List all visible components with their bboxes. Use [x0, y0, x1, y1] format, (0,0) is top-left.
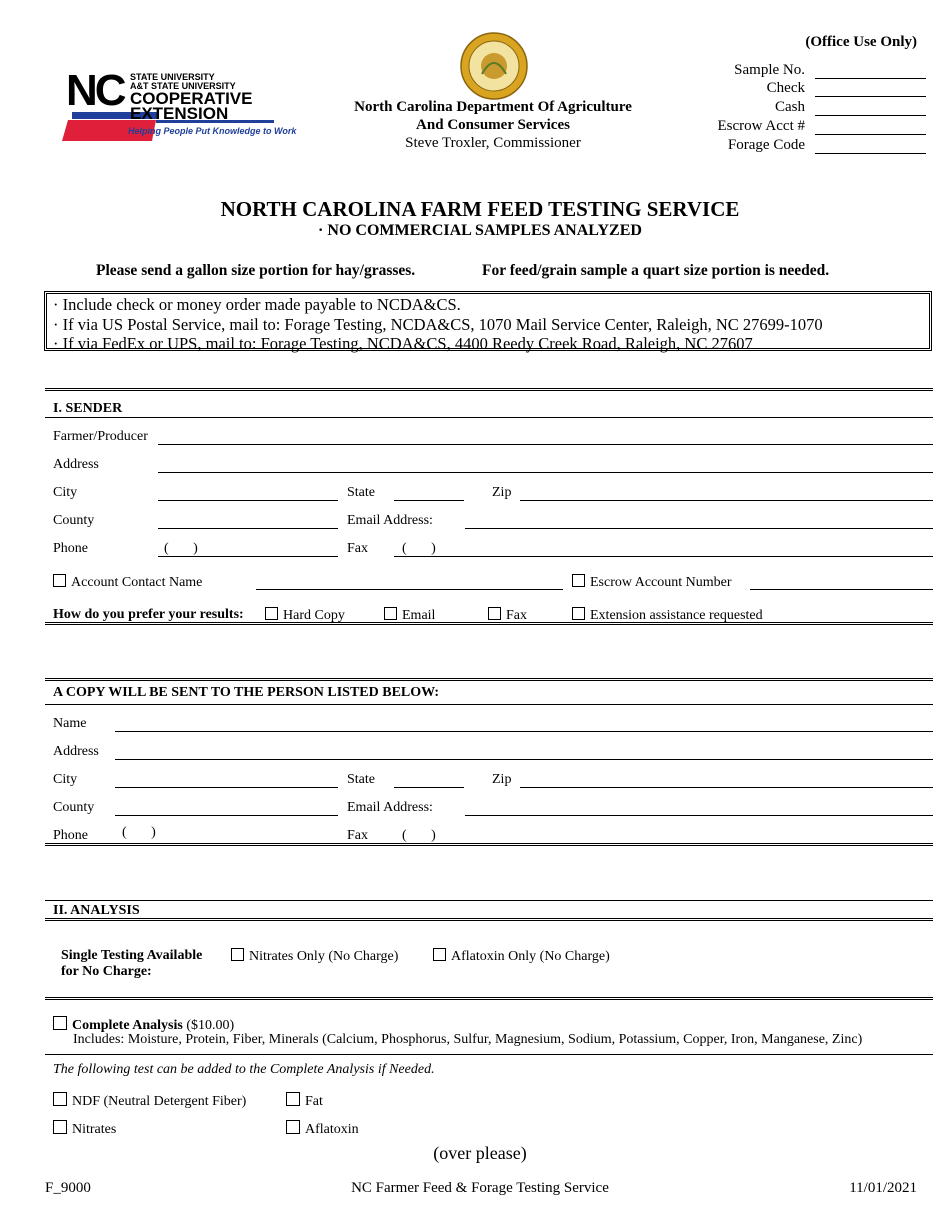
single-testing-label-1: Single Testing Available — [61, 948, 203, 963]
copy-top-rule — [45, 678, 933, 681]
cooperative-extension-logo — [60, 66, 297, 144]
sender-address-field[interactable] — [158, 472, 933, 473]
copy-zip-field[interactable] — [520, 787, 933, 788]
extension-label: Extension assistance requested — [590, 608, 763, 623]
over-please: (over please) — [433, 1143, 527, 1163]
farmer-field[interactable] — [158, 444, 933, 445]
sender-phone-field[interactable] — [158, 556, 338, 557]
ndf-option — [53, 1092, 246, 1110]
instruction-fedex: · If via FedEx or UPS, mail to: Forage Testing, NCDA&CS, 4400 Reedy Creek Road, Raleigh, NC 27607 — [53, 334, 753, 353]
hard-copy-checkbox[interactable] — [265, 607, 278, 620]
escrow-checkbox[interactable] — [572, 574, 585, 587]
logo-line4: EXTENSION — [130, 104, 229, 123]
office-use-escrow-field[interactable] — [815, 134, 926, 135]
nitrates-option — [53, 1120, 116, 1138]
sender-email-field[interactable] — [465, 528, 933, 529]
single-testing-bottom-rule — [45, 997, 933, 1000]
nitrates-label: Nitrates — [72, 1122, 117, 1137]
addon-note: The following test can be added to the Complete Analysis if Needed. — [53, 1062, 435, 1077]
dept-line2: And Consumer Services — [416, 117, 570, 133]
account-contact-field[interactable] — [256, 589, 563, 590]
instruction-check: · Include check or money order made payable to NCDA&CS. — [53, 295, 461, 314]
fax-checkbox[interactable] — [488, 607, 501, 620]
copy-email-label: Email Address: — [347, 800, 433, 815]
fat-checkbox[interactable] — [286, 1092, 300, 1106]
account-contact-row — [53, 574, 202, 591]
copy-heading: A COPY WILL BE SENT TO THE PERSON LISTED BELOW: — [53, 685, 440, 700]
copy-bottom-rule — [45, 843, 933, 846]
sender-fax-paren: ( ) — [402, 541, 436, 556]
sender-county-field[interactable] — [158, 528, 338, 529]
office-use-forage-code: Forage Code — [727, 137, 805, 153]
nitrates-only-checkbox[interactable] — [231, 948, 244, 961]
sender-fax-label: Fax — [347, 541, 368, 556]
office-use-sample-no: Sample No. — [734, 62, 805, 78]
copy-address-label: Address — [53, 744, 99, 759]
ndf-label: NDF (Neutral Detergent Fiber) — [72, 1094, 247, 1109]
complete-analysis-price: ($10.00) — [186, 1018, 235, 1033]
page-title: NORTH CAROLINA FARM FEED TESTING SERVICE — [220, 197, 740, 221]
sender-phone-label: Phone — [53, 541, 88, 556]
aflatoxin-only-label: Aflatoxin Only (No Charge) — [451, 949, 610, 964]
copy-city-label: City — [53, 772, 78, 787]
footer-title: NC Farmer Feed & Forage Testing Service — [351, 1180, 609, 1196]
aflatoxin-only-checkbox[interactable] — [433, 948, 446, 961]
sender-bottom-rule — [45, 622, 933, 625]
office-use-cash: Cash — [775, 99, 805, 115]
farmer-label: Farmer/Producer — [53, 429, 148, 444]
nitrates-only-label: Nitrates Only (No Charge) — [249, 949, 399, 964]
sender-state-label: State — [347, 485, 375, 500]
commissioner: Steve Troxler, Commissioner — [405, 135, 581, 151]
escrow-field[interactable] — [750, 589, 933, 590]
email-checkbox[interactable] — [384, 607, 397, 620]
notice-hay: Please send a gallon size portion for hay/grasses. — [96, 262, 416, 279]
sender-heading-underline — [45, 417, 933, 418]
logo-mark: NC — [66, 66, 124, 115]
sender-zip-label: Zip — [492, 485, 512, 500]
instructions-box — [44, 291, 932, 351]
hard-copy-label: Hard Copy — [283, 608, 345, 623]
sender-state-field[interactable] — [394, 500, 464, 501]
sender-fax-field[interactable] — [394, 556, 933, 557]
office-use-escrow: Escrow Acct # — [717, 118, 805, 134]
ndf-checkbox[interactable] — [53, 1092, 67, 1106]
copy-name-field[interactable] — [115, 731, 933, 732]
aflatoxin-only-option — [433, 948, 610, 965]
instruction-usps: · If via US Postal Service, mail to: Forage Testing, NCDA&CS, 1070 Mail Service Center, Raleigh, NC 27699-1070 — [53, 314, 823, 334]
sender-phone-paren: ( ) — [164, 541, 198, 556]
logo-line1: STATE UNIVERSITY — [130, 72, 215, 82]
aflatoxin-option — [286, 1120, 359, 1138]
analysis-heading: II. ANALYSIS — [53, 903, 140, 918]
copy-email-field[interactable] — [465, 815, 933, 816]
copy-fax-paren: ( ) — [402, 828, 436, 843]
sender-city-label: City — [53, 485, 78, 500]
copy-address-field[interactable] — [115, 759, 933, 760]
sender-city-field[interactable] — [158, 500, 338, 501]
single-testing-label-2: for No Charge: — [61, 964, 152, 979]
copy-heading-underline — [45, 704, 933, 705]
fat-option — [286, 1092, 323, 1110]
logo-line3: COOPERATIVE — [130, 89, 253, 108]
copy-county-label: County — [53, 800, 95, 815]
footer-date: 11/01/2021 — [849, 1180, 917, 1196]
prefer-results-label: How do you prefer your results: — [53, 607, 244, 622]
dept-line1: North Carolina Department Of Agriculture — [354, 99, 632, 115]
notice-feed: For feed/grain sample a quart size portion is needed. — [482, 262, 830, 279]
analysis-top-rule — [45, 900, 933, 901]
nitrates-checkbox[interactable] — [53, 1120, 67, 1134]
complete-analysis-label: Complete Analysis — [72, 1018, 183, 1033]
ncda-seal-icon — [460, 32, 528, 100]
copy-state-field[interactable] — [394, 787, 464, 788]
office-use-cash-field[interactable] — [815, 115, 926, 116]
escrow-row — [572, 574, 732, 591]
copy-state-label: State — [347, 772, 375, 787]
page-subtitle: · NO COMMERCIAL SAMPLES ANALYZED — [318, 222, 642, 239]
fat-label: Fat — [305, 1094, 323, 1109]
copy-phone-paren: ( ) — [122, 825, 156, 840]
copy-fax-label: Fax — [347, 828, 368, 843]
aflatoxin-checkbox[interactable] — [286, 1120, 300, 1134]
office-use-sample-no-field[interactable] — [815, 78, 926, 79]
sender-top-rule — [45, 388, 933, 391]
account-contact-label: Account Contact Name — [71, 575, 203, 590]
complete-analysis-checkbox[interactable] — [53, 1016, 67, 1030]
sender-zip-field[interactable] — [520, 500, 933, 501]
extension-checkbox[interactable] — [572, 607, 585, 620]
copy-name-label: Name — [53, 716, 87, 731]
form-id: F_9000 — [45, 1180, 91, 1196]
copy-city-field[interactable] — [115, 787, 338, 788]
escrow-label: Escrow Account Number — [590, 575, 732, 590]
email-label: Email — [402, 608, 436, 623]
copy-zip-label: Zip — [492, 772, 512, 787]
complete-analysis-includes: Includes: Moisture, Protein, Fiber, Minerals (Calcium, Phosphorus, Sulfur, Magnesium, Sodium, Potassium, Copper, Iron, Manganese, Zinc) — [73, 1032, 863, 1047]
account-contact-checkbox[interactable] — [53, 574, 66, 587]
copy-phone-label: Phone — [53, 828, 88, 843]
nitrates-only-option — [231, 948, 398, 965]
office-use-title: (Office Use Only) — [805, 34, 917, 50]
logo-line2: A&T STATE UNIVERSITY — [130, 81, 236, 91]
sender-county-label: County — [53, 513, 95, 528]
fax-label: Fax — [506, 608, 527, 623]
copy-county-field[interactable] — [115, 815, 338, 816]
office-use-forage-code-field[interactable] — [815, 153, 926, 154]
aflatoxin-label: Aflatoxin — [305, 1122, 359, 1137]
complete-analysis-rule — [45, 1054, 933, 1055]
analysis-heading-underline — [45, 918, 933, 921]
office-use-check: Check — [766, 80, 805, 96]
office-use-check-field[interactable] — [815, 96, 926, 97]
sender-address-label: Address — [53, 457, 99, 472]
sender-heading: I. SENDER — [53, 401, 123, 416]
sender-email-label: Email Address: — [347, 513, 433, 528]
logo-tagline: Helping People Put Knowledge to Work — [128, 126, 297, 136]
